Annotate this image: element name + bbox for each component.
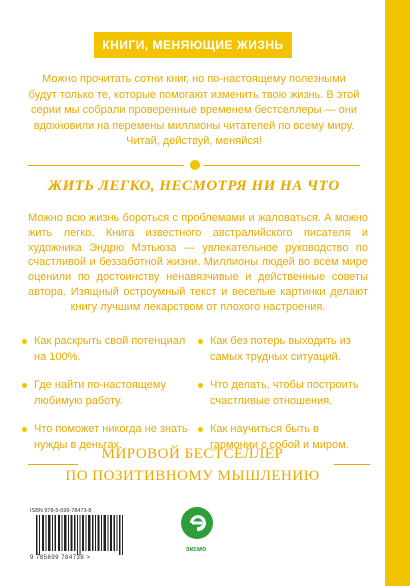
- series-intro: Можно прочитать сотни книг, но по-настоящему полезными будут только те, которые помогают изменить твою жизнь. В этой серии мы собрали проверенные временем бестселлеры — они вдохновили на перемены миллионы читателей по всему миру. Читай, действуй, меняйся!: [28, 73, 360, 147]
- separator-dot: [190, 160, 200, 170]
- bullet-dot: [22, 383, 27, 388]
- series-banner-text: КНИГИ, МЕНЯЮЩИЕ ЖИЗНЬ: [102, 38, 284, 52]
- book-description: Можно всю жизнь бороться с проблемами и жаловаться. А можно жить легко. Книга известного австралийского писателя и художника Эндрю Мэтьюза — увлекательное руководство по счастливой и беззаботной жизни. Миллионы людей во всем мире оценили по достоинству ненавязчивые и действенные советы автора. Изящный остроумный текст и веселые картинки делают книгу лучшим лекарством от плохого настроения.: [28, 212, 368, 313]
- bullet-item: Что поможет никогда не знать нужды в деньгах.: [22, 422, 192, 453]
- logo-label: эксмо: [185, 546, 207, 553]
- bullet-item: Как раскрыть свой потенциал на 100%.: [22, 334, 192, 365]
- isbn-text: ISBN 978-5-699-78473-8: [30, 508, 92, 514]
- separator: [28, 160, 360, 172]
- bullet-dot: [22, 339, 27, 344]
- eksmo-logo-icon: [180, 505, 214, 545]
- bestseller-line1: МИРОВОЙ БЕСТСЕЛЛЕР: [101, 446, 284, 462]
- book-headline: ЖИТЬ ЛЕГКО, НЕСМОТРЯ НИ НА ЧТО: [48, 178, 340, 194]
- bullet-dot: [198, 383, 203, 388]
- bestseller-block: [0, 443, 385, 487]
- right-yellow-stripe: [385, 0, 410, 586]
- bullet-item: Где найти по-настоящему любимую работу.: [22, 378, 192, 409]
- separator-line-left: [28, 165, 184, 166]
- bullet-item: Как без потерь выходить из самых трудных ситуаций.: [198, 334, 368, 365]
- bullet-item: Что делать, чтобы построить счастливые отношения.: [198, 378, 368, 409]
- bestseller-rule-left: [28, 464, 78, 465]
- bullet-item: Как научиться быть в гармонии с собой и миром.: [198, 422, 368, 453]
- bestseller-rule-right: [334, 464, 370, 465]
- bullet-dot: [198, 427, 203, 432]
- bestseller-line2: ПО ПОЗИТИВНОМУ МЫШЛЕНИЮ: [65, 468, 320, 484]
- separator-line-right: [204, 165, 360, 166]
- barcode-icon: [36, 515, 126, 555]
- bullet-dot: [198, 339, 203, 344]
- barcode-digits: 9 785699 784738 >: [30, 555, 91, 561]
- bullet-dot: [22, 427, 27, 432]
- series-banner: [94, 32, 292, 58]
